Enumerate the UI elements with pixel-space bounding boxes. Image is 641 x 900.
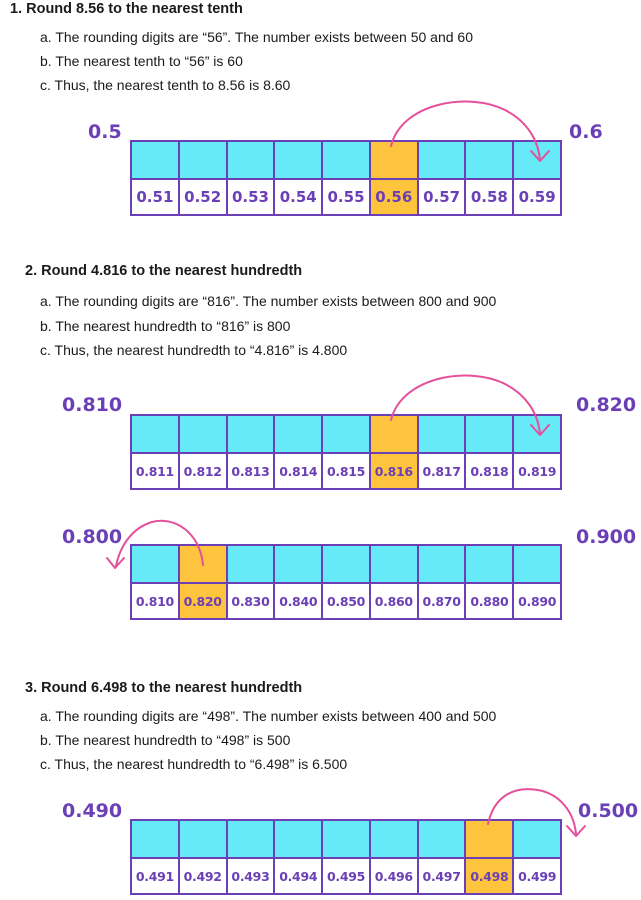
strip-2-cell-value-6: 0.816 [371,452,419,490]
strip-3-cell-fill-8 [466,544,514,582]
strip-3-cell-fill-2 [180,544,228,582]
strip-1-cell-fill-9 [514,140,562,178]
strip-3-cell-fill-4 [275,544,323,582]
strip-4-cell-value-3: 0.493 [228,857,276,895]
strip-4-cell-fill-8 [466,819,514,857]
strip-2-cell-fill-1 [130,414,180,452]
strip-4-cell-value-1: 0.491 [130,857,180,895]
strip-3-value-row [130,582,562,620]
strip-3-arrowhead-icon [107,558,124,568]
strip-2-end-label: 0.820 [576,394,637,416]
strip-1 [130,140,562,216]
strip-3-color-row [130,544,562,582]
strip-3-cell-value-6: 0.860 [371,582,419,620]
strip-1-cell-value-3: 0.53 [228,178,276,216]
strip-2-cell-fill-9 [514,414,562,452]
strip-3-start-label: 0.800 [62,526,123,548]
strip-2-cell-value-4: 0.814 [275,452,323,490]
strip-3-cell-value-8: 0.880 [466,582,514,620]
strip-2-cell-fill-7 [419,414,467,452]
strip-1-cell-value-8: 0.58 [466,178,514,216]
strip-1-cell-value-5: 0.55 [323,178,371,216]
strip-1-cell-fill-8 [466,140,514,178]
strip-2 [130,414,562,490]
problem-3-step-c: c. Thus, the nearest hundredth to “6.498” is 6.500 [40,756,348,772]
strip-1-color-row [130,140,562,178]
strip-2-cell-value-8: 0.818 [466,452,514,490]
strip-4-cell-fill-9 [514,819,562,857]
strip-1-cell-value-1: 0.51 [130,178,180,216]
strip-3-cell-value-1: 0.810 [130,582,180,620]
strip-4-value-row [130,857,562,895]
strip-4-cell-value-8: 0.498 [466,857,514,895]
strip-2-cell-fill-2 [180,414,228,452]
strip-1-cell-value-9: 0.59 [514,178,562,216]
strip-1-cell-fill-6 [371,140,419,178]
strip-4-cell-value-2: 0.492 [180,857,228,895]
problem-2-step-b: b. The nearest hundredth to “816” is 800 [40,318,291,334]
strip-2-cell-value-7: 0.817 [419,452,467,490]
strip-1-end-label: 0.6 [569,121,603,143]
strip-3-end-label: 0.900 [576,526,637,548]
problem-3-step-b: b. The nearest hundredth to “498” is 500 [40,732,291,748]
strip-4-cell-value-9: 0.499 [514,857,562,895]
strip-2-cell-fill-5 [323,414,371,452]
strip-3 [130,544,562,620]
problem-1-step-c: c. Thus, the nearest tenth to 8.56 is 8.60 [40,77,291,93]
problem-1-title: 1. Round 8.56 to the nearest tenth [10,1,243,17]
strip-4-end-label: 0.500 [578,800,639,822]
strip-4-cell-value-5: 0.495 [323,857,371,895]
strip-3-cell-fill-6 [371,544,419,582]
strip-2-cell-value-5: 0.815 [323,452,371,490]
strip-3-cell-value-2: 0.820 [180,582,228,620]
strip-2-cell-fill-6 [371,414,419,452]
strip-2-cell-value-3: 0.813 [228,452,276,490]
strip-4-color-row [130,819,562,857]
strip-3-cell-fill-9 [514,544,562,582]
strip-1-cell-value-4: 0.54 [275,178,323,216]
strip-4-cell-fill-3 [228,819,276,857]
strip-2-start-label: 0.810 [62,394,123,416]
strip-1-cell-value-6: 0.56 [371,178,419,216]
strip-4-cell-fill-1 [130,819,180,857]
strip-4-cell-fill-2 [180,819,228,857]
strip-4 [130,819,562,895]
strip-4-cell-fill-5 [323,819,371,857]
strip-4-cell-fill-6 [371,819,419,857]
strip-4-arrowhead-icon [567,826,585,836]
strip-3-cell-value-3: 0.830 [228,582,276,620]
strip-1-cell-fill-5 [323,140,371,178]
strip-3-cell-fill-7 [419,544,467,582]
problem-1-step-b: b. The nearest tenth to “56” is 60 [40,53,243,69]
strip-4-cell-fill-4 [275,819,323,857]
problem-2-title: 2. Round 4.816 to the nearest hundredth [25,263,303,279]
strip-3-cell-value-7: 0.870 [419,582,467,620]
strip-4-cell-value-7: 0.497 [419,857,467,895]
strip-1-start-label: 0.5 [88,121,122,143]
problem-3-title: 3. Round 6.498 to the nearest hundredth [25,680,303,696]
strip-2-value-row [130,452,562,490]
strip-1-cell-fill-3 [228,140,276,178]
strip-3-cell-value-4: 0.840 [275,582,323,620]
problem-3-step-a: a. The rounding digits are “498”. The number exists between 400 and 500 [40,708,497,724]
strip-3-cell-value-9: 0.890 [514,582,562,620]
problem-2-step-a: a. The rounding digits are “816”. The number exists between 800 and 900 [40,293,497,309]
strip-1-cell-fill-1 [130,140,180,178]
strip-2-cell-fill-4 [275,414,323,452]
strip-2-cell-fill-3 [228,414,276,452]
strip-1-value-row [130,178,562,216]
strip-4-cell-value-6: 0.496 [371,857,419,895]
strip-1-cell-fill-4 [275,140,323,178]
strip-3-cell-fill-5 [323,544,371,582]
strip-2-cell-value-1: 0.811 [130,452,180,490]
strip-1-cell-value-2: 0.52 [180,178,228,216]
strip-4-start-label: 0.490 [62,800,123,822]
strip-3-cell-value-5: 0.850 [323,582,371,620]
strip-4-cell-value-4: 0.494 [275,857,323,895]
strip-3-cell-fill-1 [130,544,180,582]
strip-1-cell-value-7: 0.57 [419,178,467,216]
strip-2-color-row [130,414,562,452]
strip-1-cell-fill-2 [180,140,228,178]
problem-2-step-c: c. Thus, the nearest hundredth to “4.816” is 4.800 [40,342,348,358]
strip-2-cell-value-9: 0.819 [514,452,562,490]
problem-1-step-a: a. The rounding digits are “56”. The number exists between 50 and 60 [40,29,473,45]
strip-2-cell-value-2: 0.812 [180,452,228,490]
strip-4-cell-fill-7 [419,819,467,857]
strip-2-cell-fill-8 [466,414,514,452]
strip-3-cell-fill-3 [228,544,276,582]
strip-1-cell-fill-7 [419,140,467,178]
